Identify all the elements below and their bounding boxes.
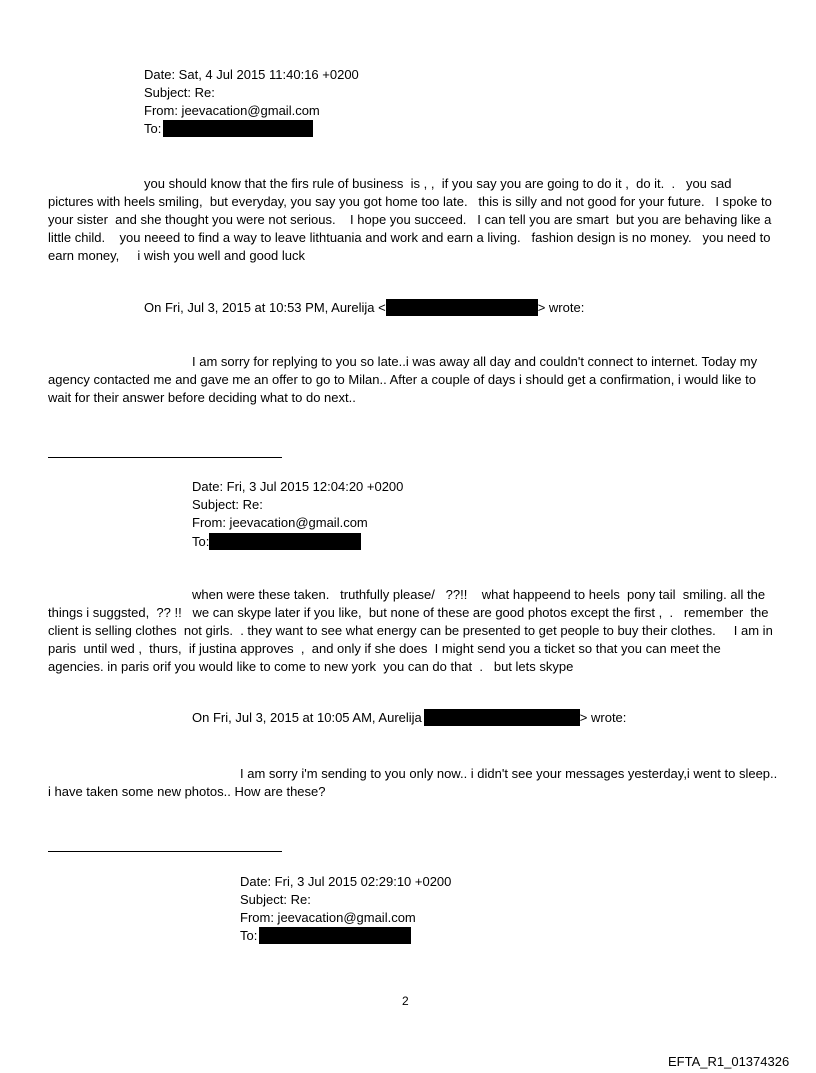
header2-to-line (192, 533, 361, 551)
divider-line (48, 851, 282, 852)
divider-line (48, 457, 282, 458)
redaction-box (386, 299, 538, 316)
redaction-box (163, 120, 313, 137)
header1-date: Date: Sat, 4 Jul 2015 11:40:16 +0200 (144, 67, 359, 82)
redaction-box (259, 927, 411, 944)
header2-to-label: To: (192, 534, 210, 549)
header1-from: From: jeevacation@gmail.com (144, 103, 320, 118)
quote2-line (192, 709, 626, 727)
message-body-3: when were these taken. truthfully please/ ??!! what happeend to heels pony tail smiling. all the things i suggsted, ?? !! we can skype later if you like, but none of these are good photos except the first , . remember the client is selling clothes not girls. . they want to see what energy can be presented to get people to buy their clothes. I am in paris until wed , thurs, if justina approves , and only if she does I might send you a ticket so that you can meet the agencies. in paris orif you would like to come to new york you can do that . but lets skype (48, 587, 777, 674)
message-body-1: you should know that the firs rule of business is , , if you say you are going to do it , do it. . you sad pictures with heels smiling, but everyday, you say you got home too late. this is silly and not good for your future. I spoke to your sister and she thought you were not serious. I hope you succeed. I can tell you are smart but you are behaving like a little child. you neeed to find a way to leave lithtuania and work and earn a living. fashion design is no money. you need to earn money, i wish you well and good luck (48, 176, 776, 263)
header2-subject: Subject: Re: (192, 497, 263, 512)
header2-date: Date: Fri, 3 Jul 2015 12:04:20 +0200 (192, 479, 404, 494)
header1-to-label: To: (144, 121, 162, 136)
quote2-suffix: > wrote: (579, 710, 627, 725)
header3-from: From: jeevacation@gmail.com (240, 910, 416, 925)
header1-subject: Subject: Re: (144, 85, 215, 100)
message-body-4: I am sorry i'm sending to you only now.. i didn't see your messages yesterday,i went to sleep.. i have taken some new photos.. How are these? (48, 766, 781, 799)
message-body-2: I am sorry for replying to you so late..i was away all day and couldn't connect to internet. Today my agency contacted me and gave me an offer to go to Milan.. After a couple of days i should get a confirmation, i would like to wait for their answer before deciding what to do next.. (48, 354, 761, 405)
header2-from: From: jeevacation@gmail.com (192, 515, 368, 530)
quote2-prefix: On Fri, Jul 3, 2015 at 10:05 AM, Aurelija (192, 710, 422, 725)
page-number: 2 (402, 994, 409, 1008)
quote1-prefix: On Fri, Jul 3, 2015 at 10:53 PM, Aurelija < (144, 300, 386, 315)
header3-date: Date: Fri, 3 Jul 2015 02:29:10 +0200 (240, 874, 452, 889)
header3-subject: Subject: Re: (240, 892, 311, 907)
redaction-box (209, 533, 361, 550)
quote1-line (144, 299, 584, 317)
header3-to-label: To: (240, 928, 258, 943)
quote1-suffix: > wrote: (537, 300, 585, 315)
header3-to-line (240, 927, 411, 945)
header1-to-line (144, 120, 313, 138)
document-id-footer: EFTA_R1_01374326 (668, 1054, 790, 1069)
redaction-box (424, 709, 580, 726)
